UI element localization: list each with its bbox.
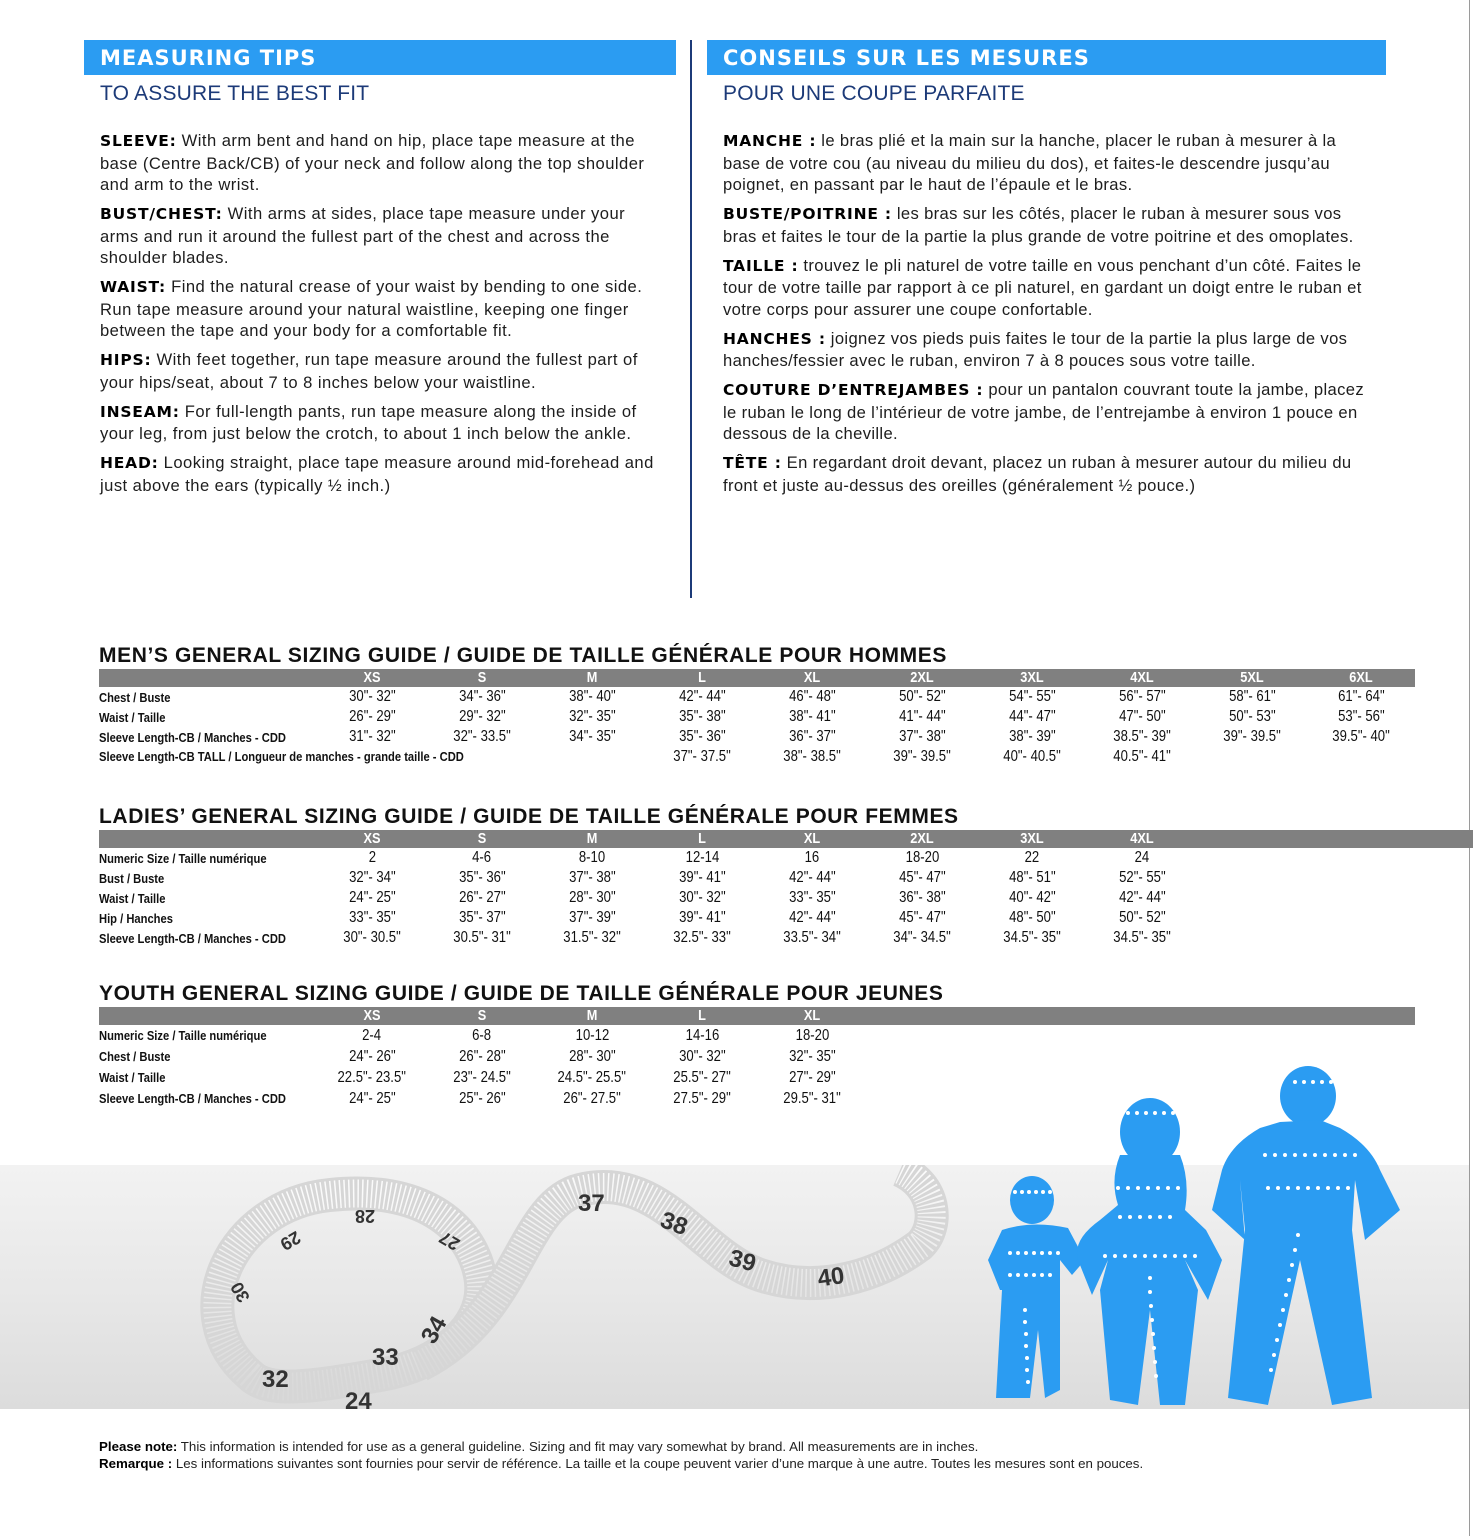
- table-cell: 24"- 26": [348, 1047, 396, 1065]
- tip-term: INSEAM:: [100, 402, 180, 421]
- row-label: Hip / Hanches: [99, 910, 173, 926]
- tip-text: With arm bent and hand on hip, place tape measure at the base (Centre Back/CB) of your neck and follow along the top shoulder and arm to the wrist.: [100, 131, 645, 194]
- table-cell: 26"- 28": [458, 1047, 506, 1065]
- svg-text:37: 37: [578, 1190, 605, 1217]
- size-header: L: [655, 830, 749, 848]
- filler-cell: [1197, 908, 1473, 928]
- tip-text: Find the natural crease of your waist by bending to one side. Run tape measure around your natural waistline, keeping one finger between the tape and your body for a comfortable fit.: [100, 277, 643, 340]
- table-row: [99, 1025, 1415, 1046]
- filler-cell: [1197, 928, 1473, 948]
- table-cell: 34.5"- 35": [1003, 929, 1061, 946]
- table-cell: 30"- 32": [678, 889, 726, 906]
- table-cell: 27.5"- 29": [673, 1089, 731, 1107]
- tip-text: joignez vos pieds puis faites le tour de la partie la plus large de vos hanches/fessier avec le ruban, environ 7 à 8 pouces sous votre taille.: [723, 328, 1348, 370]
- table-row: [99, 868, 1473, 888]
- table-cell: 36"- 37": [788, 728, 836, 745]
- row-label: Bust / Buste: [99, 870, 165, 886]
- table-cell: 44"- 47": [1008, 708, 1056, 725]
- tips-subheader-en: TO ASSURE THE BEST FIT: [100, 82, 370, 105]
- row-label: Numeric Size / Taille numérique: [99, 850, 267, 866]
- svg-text:40: 40: [815, 1262, 847, 1293]
- size-header: S: [435, 1007, 529, 1025]
- size-header: 3XL: [985, 669, 1079, 687]
- table-cell: 32"- 33.5": [453, 728, 511, 745]
- tip-term: SLEEVE:: [100, 132, 177, 150]
- table-cell: 24"- 25": [348, 1089, 396, 1107]
- note-fr: Remarque : Les informations suivantes sont fournies pour servir de référence. La taille et la coupe peuvent varier d’une marque à une autre. Toutes les mesures sont en pouces.: [99, 1456, 1144, 1471]
- table-cell: [1197, 747, 1307, 767]
- table-cell: 28"- 30": [568, 889, 616, 906]
- table-cell: 48"- 50": [1008, 909, 1056, 926]
- table-cell: 39"- 41": [678, 909, 726, 926]
- svg-text:30: 30: [226, 1278, 254, 1306]
- table-cell: 37"- 38": [568, 869, 616, 886]
- mens-size-table: [99, 669, 1415, 767]
- header-filler: [1222, 830, 1473, 848]
- svg-text:29: 29: [276, 1227, 305, 1255]
- table-cell: 32"- 35": [788, 1047, 836, 1065]
- size-header: XS: [325, 669, 419, 687]
- woman-silhouette-icon: [1077, 1098, 1222, 1405]
- table-cell: 46"- 48": [788, 688, 836, 705]
- table-cell: 33"- 35": [788, 889, 836, 906]
- table-cell: 8-10: [578, 849, 606, 866]
- measuring-tips-fr: [707, 40, 1386, 504]
- man-silhouette-icon: [1212, 1066, 1400, 1405]
- mens-sizing-title: MEN’S GENERAL SIZING GUIDE / GUIDE DE TAILLE GÉNÉRALE POUR HOMMES: [99, 644, 947, 667]
- table-cell: 23"- 24.5": [453, 1068, 511, 1086]
- svg-text:33: 33: [372, 1344, 399, 1371]
- table-cell: 30"- 32": [678, 1047, 726, 1065]
- size-header: 2XL: [875, 669, 969, 687]
- size-header: XL: [765, 830, 859, 848]
- svg-text:27: 27: [435, 1227, 464, 1255]
- header-filler: [908, 1007, 1374, 1025]
- table-cell: 35"- 36": [458, 869, 506, 886]
- table-row: [99, 727, 1415, 747]
- svg-text:39: 39: [726, 1244, 759, 1278]
- tip-term: TAILLE :: [723, 256, 799, 275]
- row-label: Sleeve Length-CB TALL / Longueur de manches - grande taille - CDD: [99, 749, 464, 764]
- tip-head: [100, 452, 668, 496]
- ladies-size-table: [99, 830, 1473, 948]
- ladies-sizing-guide: [99, 805, 1415, 948]
- footer-note: [99, 1438, 1143, 1472]
- table-cell: 25.5"- 27": [673, 1068, 731, 1086]
- size-header: S: [435, 669, 529, 687]
- table-header-row: [99, 830, 1473, 848]
- table-cell: 45"- 47": [898, 869, 946, 886]
- table-cell: 45"- 47": [898, 909, 946, 926]
- page-edge-line: [1469, 0, 1470, 1536]
- table-cell: [537, 747, 647, 767]
- table-cell: 37"- 37.5": [673, 748, 731, 765]
- size-header: S: [435, 830, 529, 848]
- table-cell: 25"- 26": [458, 1089, 506, 1107]
- tip-text: With arms at sides, place tape measure under your arms and run it around the fullest part of the chest and across the shoulder blades.: [100, 204, 626, 267]
- mens-sizing-guide: [99, 644, 1415, 767]
- table-cell: 10-12: [575, 1026, 609, 1044]
- table-cell: 58"- 61": [1228, 688, 1276, 705]
- size-header: 4XL: [1095, 669, 1189, 687]
- table-cell: 29.5"- 31": [783, 1089, 841, 1107]
- body-silhouettes-icon: [960, 1060, 1430, 1420]
- table-cell: 34.5"- 35": [1113, 929, 1171, 946]
- table-cell: 6-8: [472, 1026, 492, 1044]
- table-cell: 35"- 38": [678, 708, 726, 725]
- table-cell: 36"- 38": [898, 889, 946, 906]
- table-cell: 22: [1024, 849, 1040, 866]
- size-header: 5XL: [1205, 669, 1299, 687]
- size-header: 6XL: [1315, 669, 1407, 687]
- svg-text:24: 24: [345, 1388, 372, 1409]
- table-cell: 29"- 32": [458, 708, 506, 725]
- tip-text: le bras plié et la main sur la hanche, placer le ruban à mesurer à la base de votre cou (au niveau du milieu du dos), et faites-le descendre jusqu’au poignet, en passant par le haut de l’épaule et le bras.: [723, 131, 1337, 194]
- tip-term: MANCHE :: [723, 132, 817, 150]
- table-cell: 34"- 34.5": [893, 929, 951, 946]
- table-cell: 30.5"- 31": [453, 929, 511, 946]
- size-header: M: [545, 669, 639, 687]
- table-cell: 18-20: [905, 849, 939, 866]
- svg-text:38: 38: [656, 1206, 692, 1242]
- size-header: 2XL: [875, 830, 969, 848]
- table-cell: 52"- 55": [1118, 869, 1166, 886]
- table-cell: 38"- 38.5": [783, 748, 841, 765]
- table-cell: 27"- 29": [788, 1068, 836, 1086]
- table-cell: 24: [1134, 849, 1150, 866]
- table-cell: 38"- 40": [568, 688, 616, 705]
- tip-term: COUTURE D’ENTREJAMBES :: [723, 381, 984, 399]
- tip-bust-chest: [100, 203, 668, 269]
- tip-hips: [100, 349, 668, 393]
- table-cell: 2-4: [362, 1026, 382, 1044]
- column-divider: [690, 40, 692, 598]
- table-row: [99, 747, 1415, 767]
- table-cell: 41"- 44": [898, 708, 946, 725]
- table-cell: 54"- 55": [1008, 688, 1056, 705]
- filler-cell: [1197, 868, 1473, 888]
- row-label: Chest / Buste: [99, 1049, 171, 1064]
- measuring-tips-en: [84, 40, 676, 504]
- tip-term: HEAD:: [100, 454, 159, 472]
- table-cell: 37"- 38": [898, 728, 946, 745]
- table-cell: 40"- 42": [1008, 889, 1056, 906]
- tip-tete: [723, 452, 1378, 496]
- header-label-blank: [115, 669, 300, 687]
- tips-list-fr: [707, 130, 1386, 496]
- table-cell: 34"- 36": [458, 688, 506, 705]
- tip-term: WAIST:: [100, 278, 167, 296]
- table-cell: 39"- 39.5": [893, 748, 951, 765]
- table-cell: 39"- 39.5": [1223, 728, 1281, 745]
- table-cell: 26"- 27.5": [563, 1089, 621, 1107]
- filler-cell: [1197, 888, 1473, 908]
- tip-text: Looking straight, place tape measure around mid-forehead and just above the ears (typically ½ inch.): [100, 453, 654, 495]
- tips-subheader-fr: POUR UNE COUPE PARFAITE: [723, 82, 1025, 105]
- table-cell: 33.5"- 34": [783, 929, 841, 946]
- row-label: Numeric Size / Taille numérique: [99, 1028, 267, 1043]
- table-cell: 39"- 41": [678, 869, 726, 886]
- table-cell: 48"- 51": [1008, 869, 1056, 886]
- table-cell: 26"- 27": [458, 889, 506, 906]
- table-row: [99, 848, 1473, 868]
- header-label-blank: [115, 830, 300, 848]
- row-label: Sleeve Length-CB / Manches - CDD: [99, 930, 286, 946]
- table-cell: 56"- 57": [1118, 688, 1166, 705]
- size-header: XL: [765, 1007, 859, 1025]
- size-header: XS: [325, 830, 419, 848]
- table-cell: 16: [804, 849, 820, 866]
- tip-hanches: [723, 328, 1378, 372]
- svg-text:28: 28: [354, 1206, 375, 1226]
- tip-term: HANCHES :: [723, 329, 826, 348]
- table-cell: 14-16: [685, 1026, 719, 1044]
- tip-text: En regardant droit devant, placez un ruban à mesurer autour du milieu du front et juste au-dessus des oreilles (généralement ½ pouce.): [723, 453, 1352, 495]
- table-cell: 35"- 37": [458, 909, 506, 926]
- row-label: Waist / Taille: [99, 709, 166, 725]
- row-label: Waist / Taille: [99, 1070, 166, 1085]
- table-cell: 53"- 56": [1337, 708, 1385, 725]
- note-en: Please note: This information is intended for use as a general guideline. Sizing and fit may vary somewhat by brand. All measurements are in inches.: [99, 1439, 979, 1454]
- table-cell: 24"- 25": [348, 889, 396, 906]
- tip-text: With feet together, run tape measure around the fullest part of your hips/seat, about 7 to 8 inches below your waistline.: [100, 350, 638, 392]
- size-header: M: [545, 1007, 639, 1025]
- tip-manche: [723, 130, 1378, 196]
- table-cell: 61"- 64": [1337, 688, 1385, 705]
- tip-buste-poitrine: [723, 203, 1378, 247]
- tip-inseam: [100, 401, 668, 445]
- table-row: [99, 888, 1473, 908]
- table-cell: 40"- 40.5": [1003, 748, 1061, 765]
- tip-text: les bras sur les côtés, placer le ruban à mesurer sous vos bras et faites le tour de la partie la plus grande de votre poitrine et des omoplates.: [723, 204, 1354, 246]
- tip-waist: [100, 276, 668, 342]
- tip-sleeve: [100, 130, 668, 196]
- table-cell: 18-20: [795, 1026, 829, 1044]
- svg-text:32: 32: [262, 1366, 289, 1393]
- tip-term: HIPS:: [100, 351, 152, 369]
- table-cell: 32"- 35": [568, 708, 616, 725]
- table-cell: 42"- 44": [1118, 889, 1166, 906]
- tips-header-en: MEASURING TIPS: [84, 40, 676, 75]
- table-cell: 40.5"- 41": [1113, 748, 1171, 765]
- size-header: L: [655, 669, 749, 687]
- row-label: Waist / Taille: [99, 890, 166, 906]
- table-cell: 24.5"- 25.5": [557, 1068, 627, 1086]
- child-silhouette-icon: [988, 1176, 1085, 1398]
- table-cell: 34"- 35": [568, 728, 616, 745]
- table-cell: 38"- 41": [788, 708, 836, 725]
- table-row: [99, 908, 1473, 928]
- table-cell: 42"- 44": [788, 869, 836, 886]
- table-cell: 50"- 53": [1228, 708, 1276, 725]
- table-cell: 30"- 32": [348, 688, 396, 705]
- table-cell: 39.5"- 40": [1332, 728, 1390, 745]
- table-cell: 50"- 52": [1118, 909, 1166, 926]
- tip-term: TÊTE :: [723, 454, 782, 472]
- table-cell: 28"- 30": [568, 1047, 616, 1065]
- table-row: [99, 928, 1473, 948]
- table-cell: 38"- 39": [1008, 728, 1056, 745]
- ladies-sizing-title: LADIES’ GENERAL SIZING GUIDE / GUIDE DE TAILLE GÉNÉRALE POUR FEMMES: [99, 805, 959, 828]
- table-row: [99, 707, 1415, 727]
- filler-cell: [1197, 848, 1473, 868]
- table-cell: 4-6: [472, 849, 492, 866]
- table-cell: 31"- 32": [348, 728, 396, 745]
- table-cell: [1307, 747, 1415, 767]
- table-cell: 47"- 50": [1118, 708, 1166, 725]
- table-cell: 42"- 44": [788, 909, 836, 926]
- table-cell: 12-14: [685, 849, 719, 866]
- tip-term: BUSTE/POITRINE :: [723, 205, 892, 223]
- table-cell: 42"- 44": [678, 688, 726, 705]
- table-row: [99, 687, 1415, 707]
- size-header: XL: [765, 669, 859, 687]
- tip-text: pour un pantalon couvrant toute la jambe, placez le ruban le long de l’intérieur de votre jambe, de l’entrejambe à environ 1 pouce en dessous de la cheville.: [723, 380, 1364, 443]
- table-cell: 35"- 36": [678, 728, 726, 745]
- table-cell: 26"- 29": [348, 708, 396, 725]
- table-header-row: [99, 1007, 1415, 1025]
- tip-entrejambes: [723, 379, 1378, 445]
- tips-header-fr: CONSEILS SUR LES MESURES: [707, 40, 1386, 75]
- table-cell: 22.5"- 23.5": [337, 1068, 407, 1086]
- size-header: XS: [325, 1007, 419, 1025]
- size-header: 3XL: [985, 830, 1079, 848]
- size-header: M: [545, 830, 639, 848]
- table-cell: 32.5"- 33": [673, 929, 731, 946]
- tip-taille: [723, 255, 1378, 321]
- row-label: Sleeve Length-CB / Manches - CDD: [99, 729, 286, 745]
- tips-list-en: [84, 130, 676, 496]
- row-label: Chest / Buste: [99, 689, 171, 705]
- svg-text:34: 34: [415, 1311, 453, 1349]
- table-cell: 31.5"- 32": [563, 929, 621, 946]
- table-cell: 30"- 30.5": [343, 929, 401, 946]
- filler-cell: [867, 1025, 1415, 1046]
- size-header: 4XL: [1095, 830, 1189, 848]
- header-label-blank: [115, 1007, 300, 1025]
- table-header-row: [99, 669, 1415, 687]
- tip-text: For full-length pants, run tape measure along the inside of your leg, from just below the crotch, to about 1 inch below the ankle.: [100, 401, 637, 443]
- size-header: L: [655, 1007, 749, 1025]
- table-cell: 38.5"- 39": [1113, 728, 1171, 745]
- row-label: Sleeve Length-CB / Manches - CDD: [99, 1091, 286, 1106]
- table-cell: 32"- 34": [348, 869, 396, 886]
- tip-text: trouvez le pli naturel de votre taille en vous penchant d’un côté. Faites le tour de votre taille par rapport à ce pli naturel, en gardant un doigt entre le ruban et votre corps pour assurer une coupe confortable.: [723, 255, 1362, 319]
- table-cell: 37"- 39": [568, 909, 616, 926]
- table-cell: 50"- 52": [898, 688, 946, 705]
- table-cell: 33"- 35": [348, 909, 396, 926]
- table-cell: 2: [368, 849, 376, 866]
- youth-sizing-title: YOUTH GENERAL SIZING GUIDE / GUIDE DE TAILLE GÉNÉRALE POUR JEUNES: [99, 982, 944, 1005]
- tip-term: BUST/CHEST:: [100, 205, 223, 223]
